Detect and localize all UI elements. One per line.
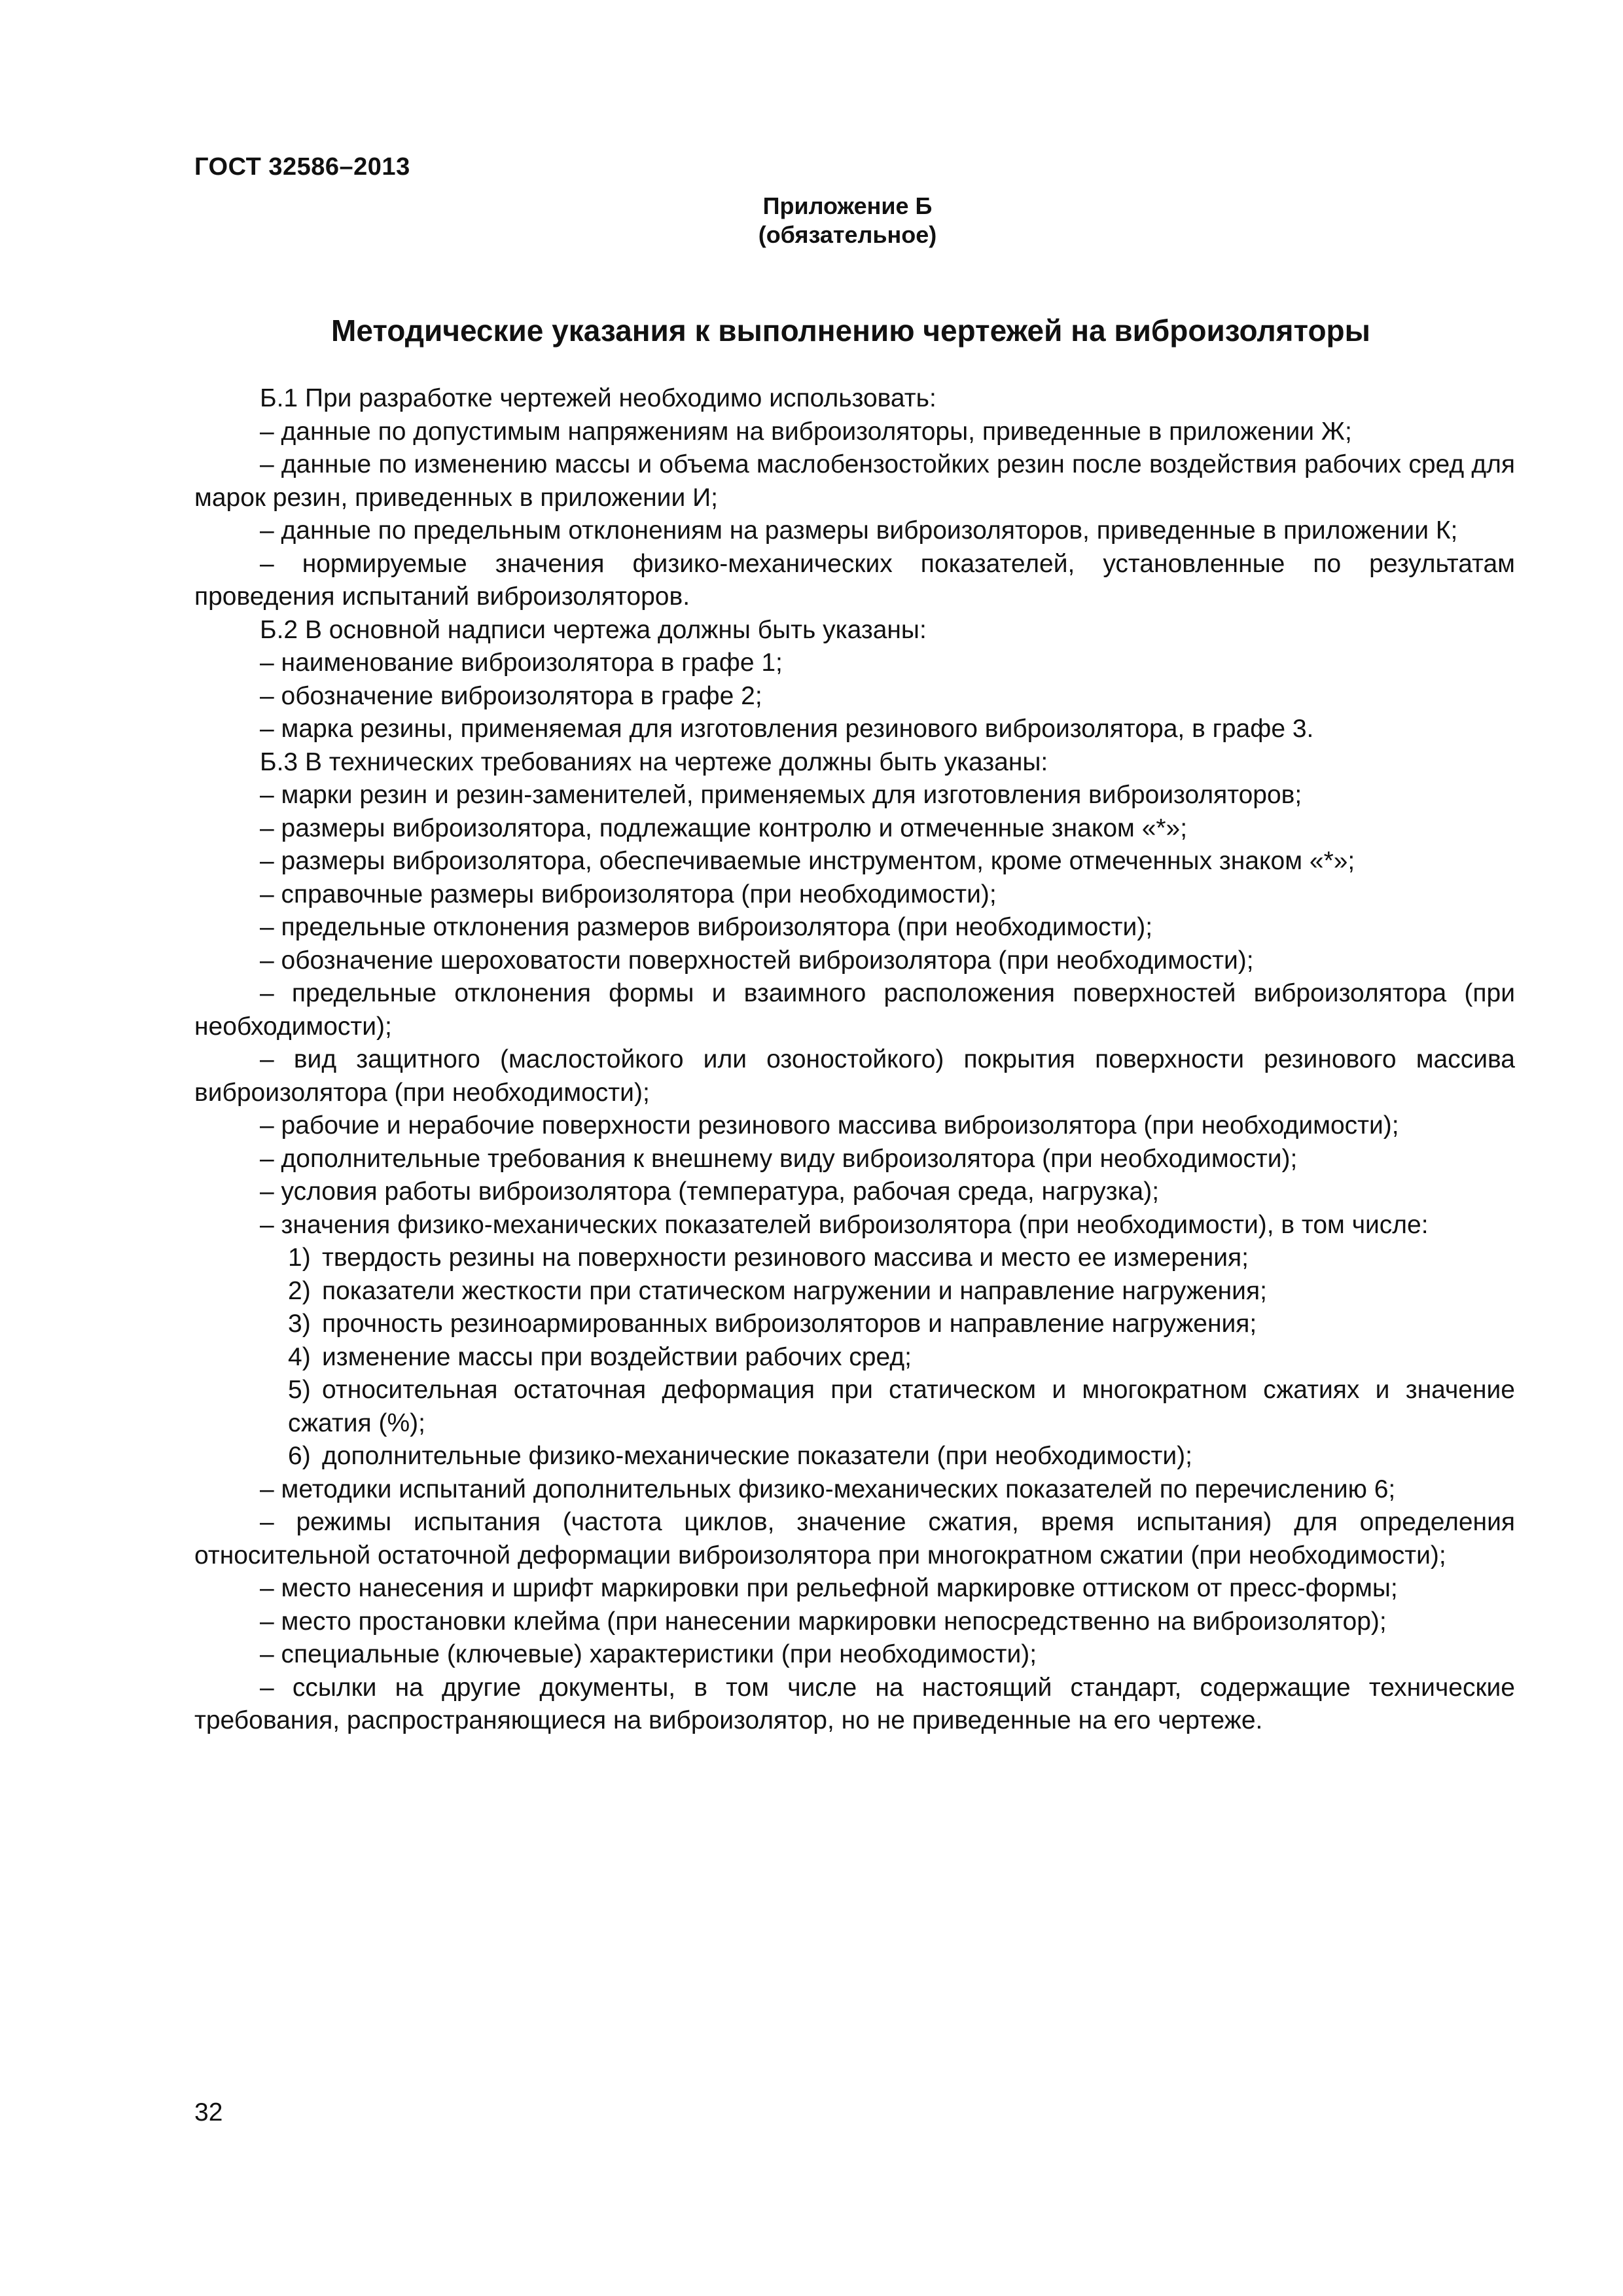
numbered-item — [194, 1275, 1515, 1308]
numbered-item — [194, 1374, 1515, 1440]
list-item: – данные по предельным отклонениям на размеры виброизоляторов, приведенные в приложении К; — [260, 516, 1458, 545]
list-item: – специальные (ключевые) характеристики (при необходимости); — [260, 1640, 1037, 1668]
body-text — [194, 382, 1515, 1738]
item-text: показатели жесткости при статическом нагружении и направление нагружения; — [322, 1276, 1267, 1305]
list-item: – ссылки на другие документы, в том числе на настоящий стандарт, содержащие технические требования, распространяющиеся на виброизолятор, но не приведенные на его чертеже. — [194, 1673, 1515, 1734]
list-item: – данные по допустимым напряжениям на виброизоляторы, приведенные в приложении Ж; — [260, 417, 1352, 446]
document-code: ГОСТ 32586–2013 — [194, 153, 410, 181]
list-item: – марка резины, применяемая для изготовления резинового виброизолятора, в графе 3. — [260, 715, 1314, 743]
appendix-title: Приложение Б — [762, 192, 933, 219]
page-number: 32 — [194, 2098, 223, 2126]
list-item: – размеры виброизолятора, обеспечиваемые инструментом, кроме отмеченных знаком «*»; — [260, 847, 1355, 875]
item-number: 5) — [288, 1376, 311, 1404]
appendix-status: (обязательное) — [758, 221, 937, 248]
list-item: – дополнительные требования к внешнему виду виброизолятора (при необходимости); — [260, 1144, 1298, 1173]
item-number: 4) — [288, 1342, 311, 1371]
list-item: – условия работы виброизолятора (температура, рабочая среда, нагрузка); — [260, 1177, 1160, 1206]
list-item: – предельные отклонения размеров виброизолятора (при необходимости); — [260, 913, 1153, 941]
list-item: – значения физико-механических показателей виброизолятора (при необходимости), в том числе: — [260, 1210, 1429, 1239]
item-number: 6) — [288, 1442, 311, 1470]
list-item: – данные по изменению массы и объема маслобензостойких резин после воздействия рабочих сред для марок резин, приведенных в приложении И; — [194, 450, 1515, 512]
list-item: – предельные отклонения формы и взаимного расположения поверхностей виброизолятора (при необходимости); — [194, 979, 1515, 1041]
item-text: дополнительные физико-механические показатели (при необходимости); — [322, 1442, 1192, 1470]
item-text: прочность резиноармированных виброизоляторов и направление нагружения; — [322, 1310, 1257, 1338]
list-item: – вид защитного (маслостойкого или озоностойкого) покрытия поверхности резинового массива виброизолятора (при необходимости); — [194, 1045, 1515, 1107]
item-number: 2) — [288, 1276, 311, 1305]
list-item: – нормируемые значения физико-механических показателей, установленные по результатам проведения испытаний виброизоляторов. — [194, 549, 1515, 611]
item-text: относительная остаточная деформация при статическом и многократном сжатиях и значение сжатия (%); — [288, 1376, 1515, 1437]
list-item: – обозначение виброизолятора в графе 2; — [260, 681, 762, 710]
numbered-item — [194, 1242, 1515, 1275]
numbered-item — [194, 1308, 1515, 1341]
numbered-item — [194, 1440, 1515, 1473]
item-number: 3) — [288, 1310, 311, 1338]
paragraph: Б.2 В основной надписи чертежа должны быть указаны: — [260, 615, 927, 644]
list-item: – рабочие и нерабочие поверхности резинового массива виброизолятора (при необходимости); — [260, 1111, 1399, 1139]
item-number: 1) — [288, 1244, 311, 1272]
section-title: Методические указания к выполнению чертежей на виброизоляторы — [331, 314, 1370, 348]
list-item: – наименование виброизолятора в графе 1; — [260, 649, 783, 677]
list-item: – методики испытаний дополнительных физико-механических показателей по перечислению 6; — [260, 1475, 1396, 1503]
list-item: – размеры виброизолятора, подлежащие контролю и отмеченные знаком «*»; — [260, 814, 1188, 842]
list-item: – марки резин и резин-заменителей, применяемых для изготовления виброизоляторов; — [260, 781, 1302, 809]
list-item: – справочные размеры виброизолятора (при необходимости); — [260, 880, 997, 908]
paragraph: Б.1 При разработке чертежей необходимо использовать: — [260, 384, 936, 412]
paragraph: Б.3 В технических требованиях на чертеже должны быть указаны: — [260, 747, 1048, 776]
item-text: твердость резины на поверхности резинового массива и место ее измерения; — [322, 1244, 1249, 1272]
list-item: – место простановки клейма (при нанесении маркировки непосредственно на виброизолятор); — [260, 1607, 1387, 1636]
list-item: – обозначение шероховатости поверхностей виброизолятора (при необходимости); — [260, 946, 1254, 975]
numbered-item — [194, 1341, 1515, 1374]
list-item: – режимы испытания (частота циклов, значение сжатия, время испытания) для определения относительной остаточной деформации виброизолятора при многократном сжатии (при необходимости); — [194, 1508, 1515, 1570]
item-text: изменение массы при воздействии рабочих сред; — [322, 1342, 912, 1371]
list-item: – место нанесения и шрифт маркировки при рельефной маркировке оттиском от пресс-формы; — [260, 1574, 1398, 1602]
